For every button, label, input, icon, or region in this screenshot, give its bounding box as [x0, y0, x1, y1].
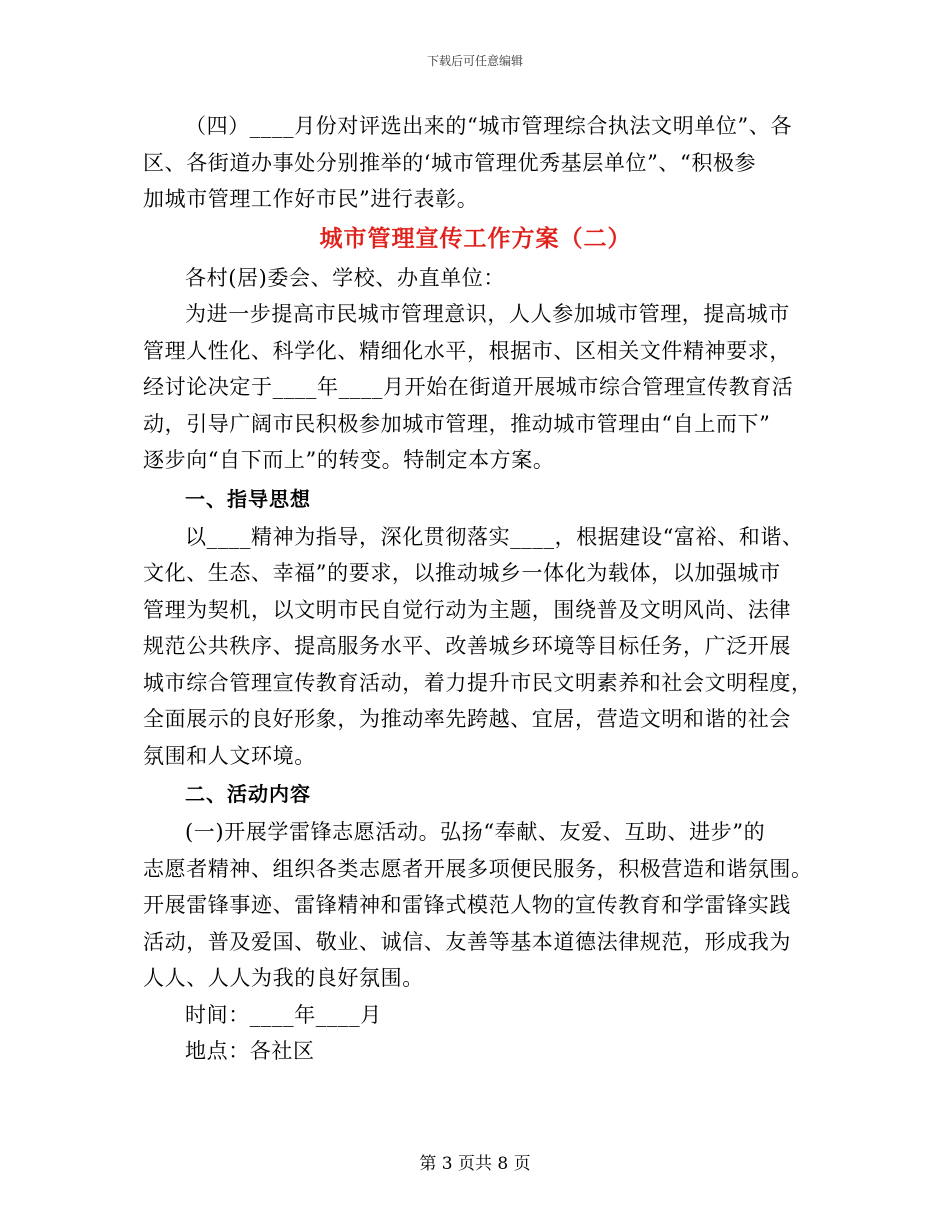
heading-activity-content: 二、活动内容 [185, 782, 311, 806]
page-header-note: 下载后可任意编辑 [426, 54, 523, 68]
guiding-line-2: 文化、生态、幸福”的要求，以推动城乡一体化为载体，以加强城市 [143, 561, 781, 585]
section4-line-3: 加城市管理工作好市民”进行表彰。 [143, 187, 479, 211]
guiding-line-4: 规范公共秩序、提高服务水平、改善城乡环境等目标任务，广泛开展 [143, 634, 791, 658]
guiding-line-6: 全面展示的良好形象，为推动率先跨越、宜居，营造文明和谐的社会 [143, 707, 791, 731]
guiding-line-7: 氛围和人文环境。 [143, 743, 316, 768]
activity-line-1: (一)开展学雷锋志愿活动。弘扬“奉献、友爱、互助、进步”的 [185, 820, 766, 844]
activity-line-5: 人人、人人为我的良好氛围。 [143, 966, 424, 990]
activity-line-3: 开展雷锋事迹、雷锋精神和雷锋式模范人物的宣传教育和学雷锋实践 [143, 893, 791, 917]
guiding-line-3: 管理为契机，以文明市民自觉行动为主题，围绕普及文明风尚、法律 [143, 597, 791, 622]
section4-line-2: 区、各街道办事处分别推举的‘城市管理优秀基层单位”、“积极参 [143, 150, 757, 175]
guiding-line-1: 以____精神为指导，深化贯彻落实____，根据建设“富裕、和谐、 [185, 524, 804, 549]
intro-line-2: 管理人性化、科学化、精细化水平，根据市、区相关文件精神要求， [143, 338, 791, 363]
activity-line-4: 活动，普及爱国、敬业、诚信、友善等基本道德法律规范，形成我为 [143, 929, 791, 954]
page-number: 第 3 页共 8 页 [419, 1154, 531, 1174]
intro-line-3: 经讨论决定于____年____月开始在街道开展城市综合管理宣传教育活 [143, 375, 794, 399]
document-title: 城市管理宣传工作方案（二） [319, 224, 632, 252]
salutation: 各村(居)委会、学校、办直单位： [185, 265, 505, 290]
activity-line-2: 志愿者精神、组织各类志愿者开展多项便民服务，积极营造和谐氛围。 [143, 856, 813, 881]
time-line: 时间：____年____月 [185, 1002, 382, 1027]
intro-line-5: 逐步向“自下而上”的转变。特制定本方案。 [143, 448, 555, 472]
document-body [143, 108, 813, 1070]
guiding-line-5: 城市综合管理宣传教育活动，着力提升市民文明素养和社会文明程度， [143, 670, 813, 695]
heading-guiding-ideology: 一、指导思想 [185, 486, 311, 511]
place-line: 地点：各社区 [185, 1039, 315, 1063]
intro-line-4: 动，引导广阔市民积极参加城市管理，推动城市管理由“自上而下” [143, 411, 771, 436]
intro-line-1: 为进一步提高市民城市管理意识，人人参加城市管理，提高城市 [185, 302, 790, 326]
section4-line-1: （四）____月份对评选出来的“城市管理综合执法文明单位”、各 [185, 114, 793, 138]
